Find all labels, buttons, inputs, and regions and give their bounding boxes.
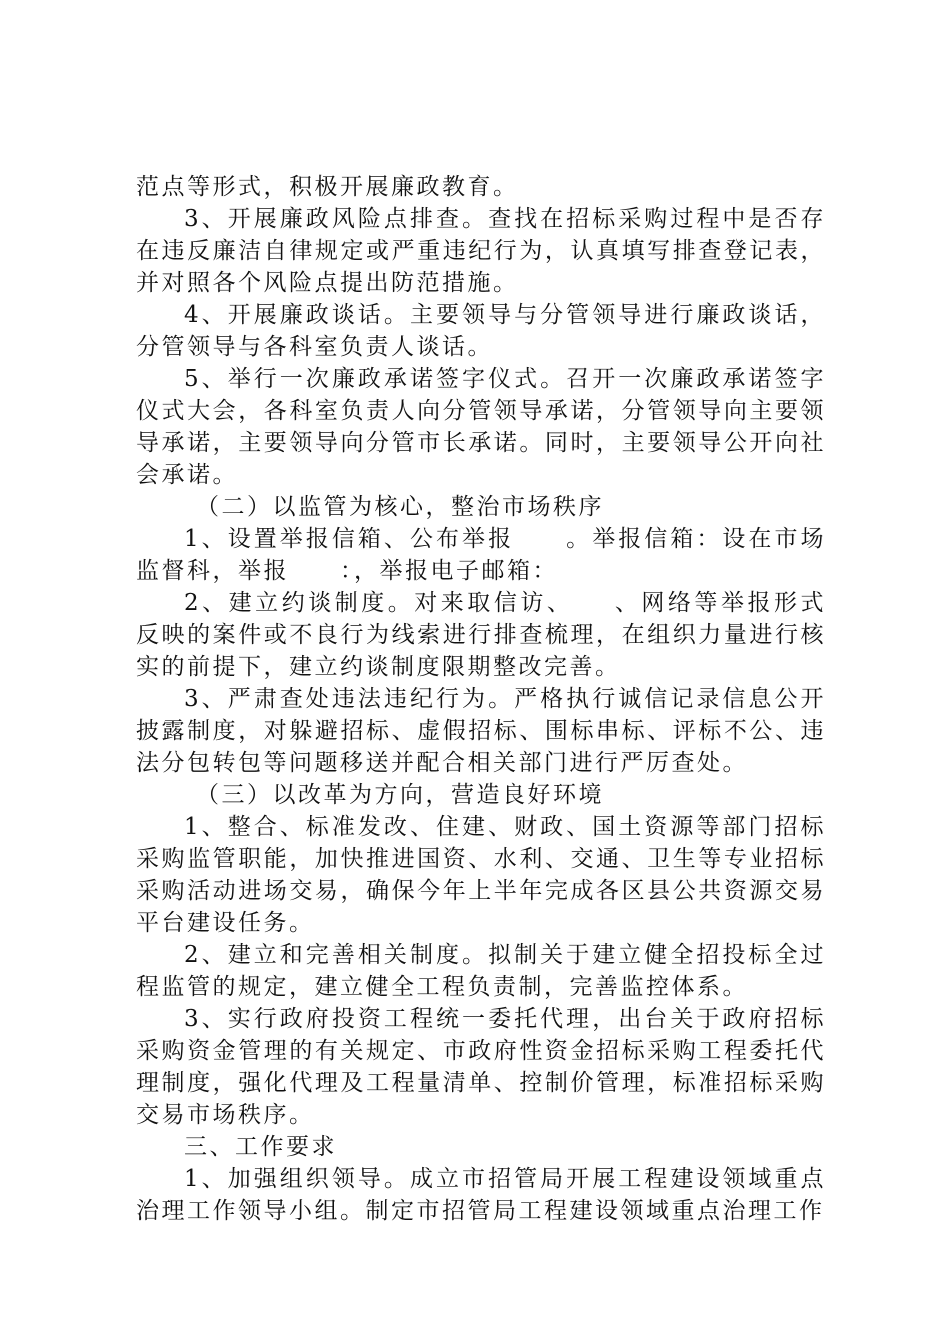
paragraph: 3、实行政府投资工程统一委托代理，出台关于政府招标采购资金管理的有关规定、市政府性资金招标采购工程委托代理制度，强化代理及工程量清单、控制价管理，标准招标采购交易市场秩序。	[136, 1006, 826, 1128]
paragraph: 范点等形式，积极开展廉政教育。	[136, 174, 519, 200]
paragraph: 2、建立约谈制度。对来取信访、 、网络等举报形式反映的案件或不良行为线索进行排查梳理，在组织力量进行核实的前提下，建立约谈制度限期整改完善。	[136, 590, 826, 680]
paragraph: 3、开展廉政风险点排查。查找在招标采购过程中是否存在违反廉洁自律规定或严重违纪行为，认真填写排查登记表，并对照各个风险点提出防范措施。	[136, 206, 826, 296]
paragraph: 2、建立和完善相关制度。拟制关于建立健全招投标全过程监管的规定，建立健全工程负责制，完善监控体系。	[136, 942, 826, 1000]
paragraph: 3、严肃查处违法违纪行为。严格执行诚信记录信息公开披露制度，对躲避招标、虚假招标、围标串标、评标不公、违法分包转包等问题移送并配合相关部门进行严厉查处。	[136, 686, 826, 776]
section-heading: 三、工作要求	[184, 1134, 337, 1160]
paragraph: 5、举行一次廉政承诺签字仪式。召开一次廉政承诺签字仪式大会，各科室负责人向分管领导承诺，分管领导向主要领导承诺，主要领导向分管市长承诺。同时，主要领导公开向社会承诺。	[136, 366, 826, 488]
paragraph: 4、开展廉政谈话。主要领导与分管领导进行廉政谈话，分管领导与各科室负责人谈话。	[136, 302, 826, 360]
paragraph: 1、整合、标准发改、住建、财政、国土资源等部门招标采购监管职能，加快推进国资、水利、交通、卫生等专业招标采购活动进场交易，确保今年上半年完成各区县公共资源交易平台建设任务。	[136, 814, 826, 936]
document-body	[136, 171, 826, 1227]
paragraph: 1、加强组织领导。成立市招管局开展工程建设领域重点治理工作领导小组。制定市招管局工程建设领域重点治理工作	[136, 1166, 826, 1224]
section-heading: （二）以监管为核心，整治市场秩序	[196, 494, 604, 520]
paragraph: 1、设置举报信箱、公布举报 。举报信箱：设在市场监督科，举报 ：，举报电子邮箱：	[136, 526, 826, 584]
section-heading: （三）以改革为方向，营造良好环境	[196, 782, 604, 808]
